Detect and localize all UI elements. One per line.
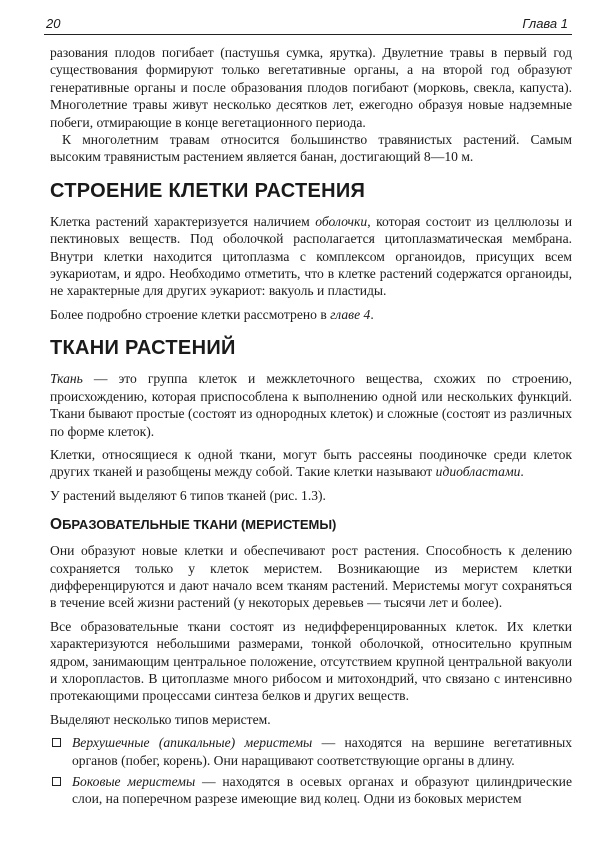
meristem-types-list: [50, 734, 572, 808]
idioblast-paragraph: Клетки, относящиеся к одной ткани, могут быть рассеяны поодиночке среди клеток других тканей и разобщены между собой. Такие клетки называют идиобластами.: [50, 446, 572, 480]
chapter-label: Глава 1: [522, 16, 568, 31]
page-number: 20: [46, 16, 61, 31]
running-header: [44, 14, 572, 35]
cell-structure-reference: Более подробно строение клетки рассмотрено в главе 4.: [50, 306, 374, 322]
cell-structure-paragraph: Клетка растений характеризуется наличием оболочки, которая состоит из целлюлозы и пектиновых веществ. Под оболочкой располагается цитоплазматическая мембрана. Внутри клетки находится цитоплазма с комплексом органоидов, присущих всем эукариотам, и ядро. Необходимо отметить, что в клетке растений содержатся органоиды, не характерные для других эукариот: вакуоль и пластиды.: [50, 213, 572, 299]
meristem-paragraph-2: Все образовательные ткани состоят из недифференцированных клеток. Их клетки характеризуются небольшими размерами, тонкой оболочкой, относительно крупным ядром, занимающим центральное положение, отсутствием крупной центральной вакуоли и хлоропластов. В цитоплазме много рибосом и митохондрий, что связано с интенсивно протекающими процессами синтеза белков и других веществ.: [50, 618, 572, 704]
subsection-title-meristems: ОБРАЗОВАТЕЛЬНЫЕ ТКАНИ (МЕРИСТЕМЫ): [50, 516, 337, 534]
meristem-paragraph-1: Они образуют новые клетки и обеспечивают рост растения. Способность к делению сохраняется только у клеток меристем. Возникающие из меристем клетки дифференцируются и дают начало всем тканям растений. Меристемы могут сохраняться в течение всей жизни растений (у некоторых деревьев — тысячи лет и более).: [50, 543, 572, 611]
intro-paragraph: разования плодов погибает (пастушья сумка, ярутка). Двулетние травы в первый год существования формируют только вегетативные органы, а на второй год образуют генеративные органы и после образования плодов погибают (морковь, свекла, капуста). Многолетние травы живут несколько десятков лет, ежегодно образуя новые надземные побеги, отмирающие в конце вегетационного периода.: [50, 45, 572, 130]
checkbox-square-icon: [52, 777, 61, 786]
list-item: Верхушечные (апикальные) меристемы — находятся на вершине вегетативных органов (побег, корень). Они наращивают соответствующие органы в длину.: [50, 734, 572, 769]
tissue-definition-paragraph: Ткань — это группа клеток и межклеточного вещества, схожих по строению, происхождению, которая приспособлена к выполнению одной или нескольких функций. Ткани бывают простые (состоят из однородных клеток) и сложные (состоят из различных по форме клеток).: [50, 371, 572, 439]
checkbox-square-icon: [52, 738, 61, 747]
section-title-plant-tissues: ТКАНИ РАСТЕНИЙ: [50, 337, 236, 360]
section-title-cell-structure: СТРОЕНИЕ КЛЕТКИ РАСТЕНИЯ: [50, 179, 366, 202]
tissue-types-paragraph: У растений выделяют 6 типов тканей (рис. 1.3).: [50, 487, 326, 503]
meristem-paragraph-3: Выделяют несколько типов меристем.: [50, 711, 271, 727]
page-content: [50, 44, 572, 812]
intro-paragraph-2: К многолетним травам относится большинство травянистых растений. Самым высоким травянистым растением является банан, достигающий 8—10 м.: [50, 132, 572, 165]
list-item: Боковые меристемы — находятся в осевых органах и образуют цилиндрические слои, на поперечном разрезе имеющие вид колец. Одни из боковых меристем: [50, 773, 572, 808]
